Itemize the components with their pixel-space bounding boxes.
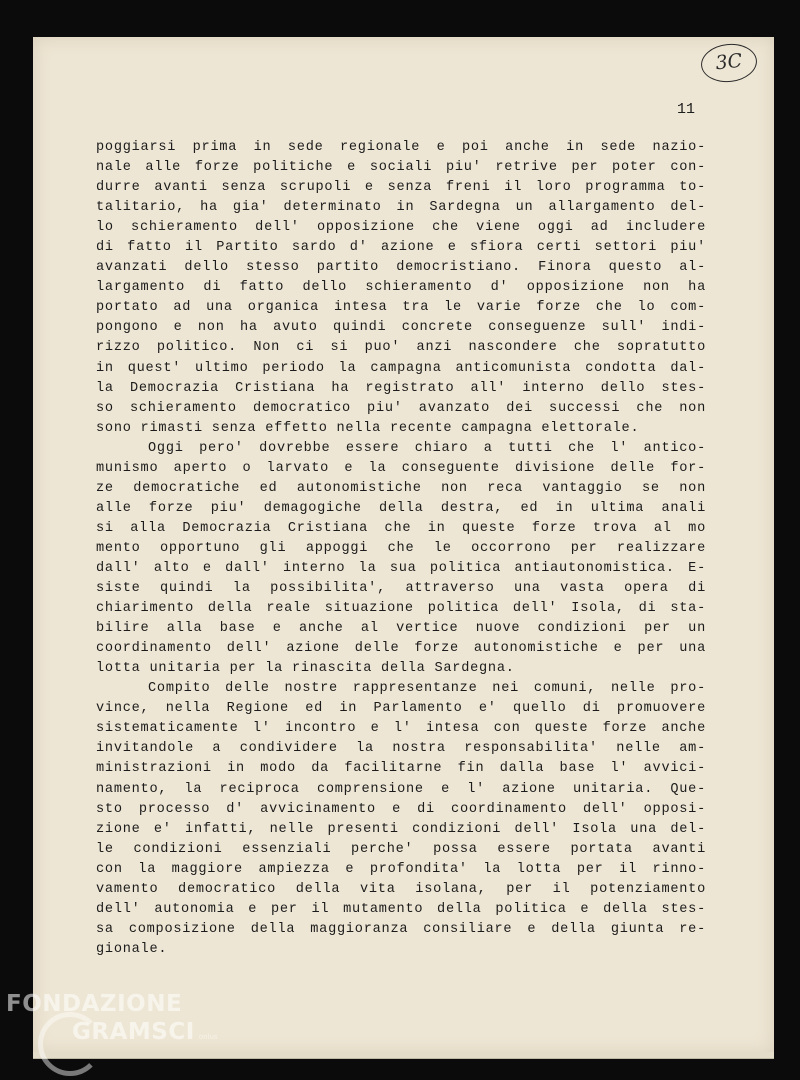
paragraph (96, 679, 706, 960)
paper-stack-edge (33, 1052, 774, 1059)
text-line: ze democratiche ed autonomistiche non reca vantaggio se non (96, 480, 706, 496)
text-line: con la maggiore ampiezza e profondita' la lotta per il rinno- (96, 861, 706, 877)
text-line: sa composizione della maggioranza consiliare e della giunta re- (96, 921, 706, 937)
watermark-line-2-text: GRAMSCI (72, 1019, 195, 1045)
text-line: rizzo politico. Non ci si puo' anzi nascondere che sopratutto (96, 340, 706, 356)
watermark-suffix: onlus (198, 1033, 218, 1041)
text-line: di fatto il Partito sardo d' azione e sfiora certi settori piu' (96, 240, 706, 256)
text-line: vince, nella Regione ed in Parlamento e' quello di promuovere (96, 701, 706, 717)
text-line: in quest' ultimo periodo la campagna anticomunista condotta dal- (96, 360, 706, 376)
text-line: ministrazioni in modo da facilitarne fin dalla base l' avvici- (96, 761, 706, 777)
text-line: avanzati dello stesso partito democristiano. Finora questo al- (96, 260, 706, 276)
text-line: poggiarsi prima in sede regionale e poi anche in sede nazio- (96, 140, 706, 155)
text-line: dell' autonomia e per il mutamento della politica e della stes- (96, 901, 706, 917)
text-line: Oggi pero' dovrebbe essere chiaro a tutti che l' antico- (148, 440, 706, 456)
text-line: durre avanti senza scrupoli e senza freni il loro programma to- (96, 180, 706, 196)
text-line: mento opportuno gli appoggi che le occorrono per realizzare (96, 540, 706, 556)
text-line: dall' alto e dall' interno la sua politica antiautonomistica. E- (96, 560, 706, 576)
text-line: invitandole a condividere la nostra responsabilita' nelle am- (96, 741, 706, 757)
paragraph (96, 439, 706, 680)
text-line: gionale. (96, 941, 168, 957)
archive-mark-text: 3C (714, 49, 744, 75)
text-line: portato ad una organica intesa tra le varie forze che lo com- (96, 300, 706, 316)
text-line: lo schieramento dell' opposizione che viene oggi ad includere (96, 220, 706, 236)
text-line: sono rimasti senza effetto nella recente campagna elettorale. (96, 420, 640, 436)
text-line: coordinamento dell' azione delle forze autonomistiche e per una (96, 641, 706, 657)
fondazione-gramsci-watermark (6, 990, 218, 1051)
typewritten-body (96, 138, 706, 960)
text-line: lotta unitaria per la rinascita della Sardegna. (96, 661, 515, 677)
text-line: sto processo d' avvicinamento e di coordinamento dell' opposi- (96, 801, 706, 817)
text-line: la Democrazia Cristiana ha registrato all' interno dello stes- (96, 380, 706, 396)
paragraph (96, 138, 706, 439)
text-line: pongono e non ha avuto quindi concrete conseguenze sull' indi- (96, 320, 706, 336)
text-line: Compito delle nostre rappresentanze nei comuni, nelle pro- (148, 681, 706, 697)
watermark-line-1: FONDAZIONE (6, 991, 183, 1017)
text-line: namento, la reciproca comprensione e l' azione unitaria. Que- (96, 781, 706, 797)
page-number: 11 (677, 101, 696, 118)
text-line: zione e' infatti, nelle presenti condizioni dell' Isola una del- (96, 821, 706, 837)
text-line: si alla Democrazia Cristiana che in queste forze trova al mo (96, 520, 706, 536)
text-line: largamento di fatto dello schieramento d' opposizione non ha (96, 280, 706, 296)
text-line: le condizioni essenziali perche' possa essere portata avanti (96, 841, 706, 857)
text-line: chiarimento della reale situazione politica dell' Isola, di sta- (96, 601, 706, 617)
text-line: alle forze piu' demagogiche della destra, ed in ultima anali (96, 500, 706, 516)
text-line: talitario, ha gia' determinato in Sardegna un allargamento del- (96, 200, 706, 216)
text-line: bilire alla base e anche al vertice nuove condizioni per un (96, 621, 706, 637)
text-line: so schieramento democratico piu' avanzato dei successi che non (96, 400, 706, 416)
text-line: siste quindi la possibilita', attraverso una vasta opera di (96, 581, 706, 597)
watermark-line-2 (6, 1018, 218, 1051)
text-line: nale alle forze politiche e sociali piu' retrive per poter con- (96, 160, 706, 176)
text-line: vamento democratico della vita isolana, per il potenziamento (96, 881, 706, 897)
text-line: munismo aperto o larvato e la conseguente divisione delle for- (96, 460, 706, 476)
text-line: sistematicamente l' incontro e l' intesa con queste forze anche (96, 721, 706, 737)
